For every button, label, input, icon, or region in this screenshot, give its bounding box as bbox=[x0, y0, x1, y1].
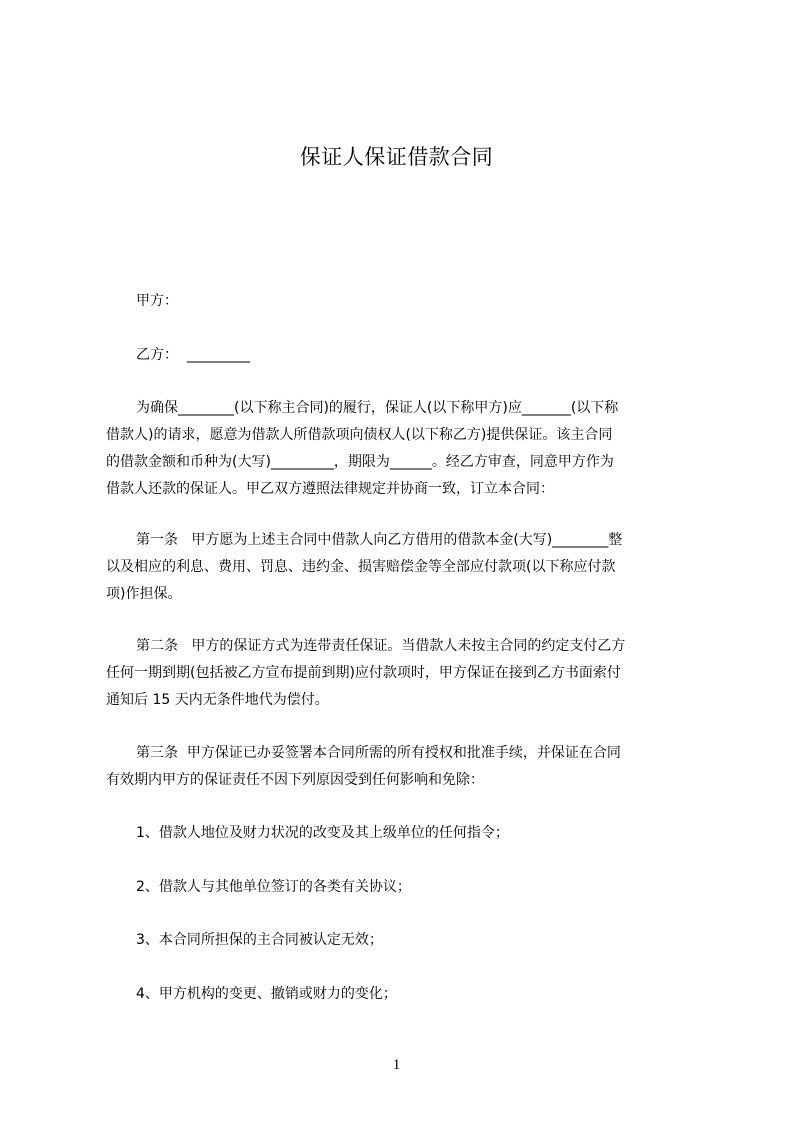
list-item: 1、借款人地位及财力状况的改变及其上级单位的任何指令； bbox=[136, 825, 509, 841]
article-3-line: 有效期内甲方的保证责任不因下列原因受到任何影响和免除： bbox=[106, 772, 484, 788]
intro-line: 借款人)的请求，愿意为借款人所借款项向债权人(以下称乙方)提供保证。该主合同 bbox=[106, 427, 613, 443]
article-1-line: 以及相应的利息、费用、罚息、违约金、损害赔偿金等全部应付款项(以下称应付款 bbox=[106, 559, 616, 575]
list-item: 3、本合同所担保的主合同被认定无效； bbox=[136, 932, 383, 948]
article-2-line: 第二条 甲方的保证方式为连带责任保证。当借款人未按主合同的约定支付乙方 bbox=[136, 638, 626, 654]
intro-line: 借款人还款的保证人。甲乙双方遵照法律规定并协商一致，订立本合同： bbox=[106, 481, 554, 497]
intro-line: 的借款金额和币种为(大写)_________，期限为______。经乙方审查，同意甲方作为 bbox=[106, 454, 614, 470]
list-item: 4、甲方机构的变更、撤销或财力的变化； bbox=[136, 986, 397, 1002]
page-number: 1 bbox=[392, 1057, 401, 1073]
article-2-line: 任何一期到期(包括被乙方宣布提前到期)应付款项时，甲方保证在接到乙方书面索付 bbox=[106, 665, 621, 681]
article-3-line: 第三条 甲方保证已办妥签署本合同所需的所有授权和批准手续，并保证在合同 bbox=[136, 745, 621, 761]
article-1-line: 项)作担保。 bbox=[106, 586, 182, 602]
intro-line: 为确保________(以下称主合同)的履行，保证人(以下称甲方)应_______(以下称 bbox=[136, 400, 619, 416]
article-2-line: 通知后 15 天内无条件地代为偿付。 bbox=[106, 692, 329, 708]
document-title: 保证人保证借款合同 bbox=[299, 145, 494, 169]
party-b-label: 乙方： _________ bbox=[136, 347, 250, 363]
party-a-label: 甲方： bbox=[136, 293, 178, 309]
list-item: 2、借款人与其他单位签订的各类有关协议； bbox=[136, 879, 411, 895]
article-1-line: 第一条 甲方愿为上述主合同中借款人向乙方借用的借款本金(大写)________整 bbox=[136, 532, 623, 548]
